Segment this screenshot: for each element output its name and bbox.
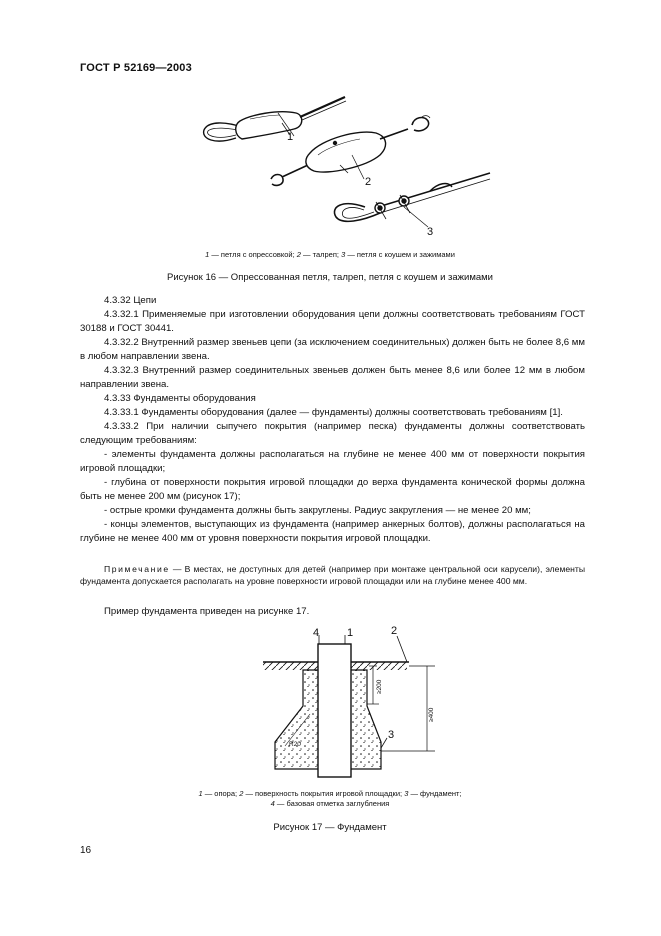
paragraph-4-3-33-2: 4.3.33.2 При наличии сыпучего покрытия (например песка) фундаменты должны соответствовать следующим требованиям: — [80, 421, 585, 446]
note-text: — В местах, не доступных для детей (например при монтаже центральной оси карусели), элементы фундамента допускается располагать на уровне поверхности игровой площадки или на глубине менее 400 мм. — [80, 564, 585, 586]
figure-17-legend-line-1: 1 — опора; 2 — поверхность покрытия игровой площадки; 3 — фундамент; — [198, 789, 462, 798]
section-4-3-32-heading: 4.3.32 Цепи — [104, 295, 157, 306]
requirement-item: - элементы фундамента должны располагаться на глубине не менее 400 мм от поверхности покрытия игровой площадки; — [80, 449, 585, 474]
figure-16-drawing — [190, 95, 520, 245]
section-4-3-33-heading: 4.3.33 Фундаменты оборудования — [104, 393, 256, 404]
dimension-400: ≥400 — [428, 707, 435, 722]
requirement-item: - глубина от поверхности покрытия игровой площадки до верха фундамента конической формы должна быть не менее 200 мм (рисунок 17); — [80, 477, 585, 502]
figure-16-callout-2: 2 — [365, 176, 372, 188]
figure-16-caption: Рисунок 16 — Опрессованная петля, талреп, петля с коушем и зажимами — [166, 272, 493, 283]
dimension-200: ≥200 — [376, 679, 383, 694]
figure-16-callout-3: 3 — [427, 226, 434, 238]
document-header: ГОСТ Р 52169—2003 — [80, 62, 192, 74]
paragraph-4-3-33-1: 4.3.33.1 Фундаменты оборудования (далее — фундаменты) должны соответствовать требованиям [1]. — [104, 407, 563, 418]
paragraph-4-3-32-3: 4.3.32.3 Внутренний размер соединительных звеньев должен быть менее 8,6 или более 12 мм в любом направлении звена. — [80, 365, 585, 390]
example-line: Пример фундамента приведен на рисунке 17. — [104, 606, 310, 617]
figure-17-legend-line-2: 4 — базовая отметка заглубления — [270, 799, 390, 808]
figure-16-callout-1: 1 — [287, 131, 294, 143]
paragraph-4-3-32-1: 4.3.32.1 Применяемые при изготовлении оборудования цепи должны соответствовать требованиям ГОСТ 30188 и ГОСТ 30441. — [80, 309, 585, 334]
radius-label: R20 — [289, 741, 301, 748]
figure-17-callout-3: 3 — [388, 729, 395, 741]
figure-17-callout-2: 2 — [391, 625, 398, 637]
note — [80, 564, 585, 587]
paragraph-4-3-32-2: 4.3.32.2 Внутренний размер звеньев цепи (за исключением соединительных) должен быть не более 8,6 мм в любом направлении звена. — [80, 337, 585, 362]
page-number: 16 — [80, 845, 92, 856]
figure-17-caption: Рисунок 17 — Фундамент — [273, 822, 387, 833]
pressed-loop — [204, 97, 346, 141]
figure-17-drawing — [255, 624, 445, 784]
figure-17-callout-1: 1 — [347, 627, 354, 639]
figure-17-callout-4: 4 — [313, 627, 320, 639]
requirement-item: - концы элементов, выступающих из фундамента (например анкерных болтов), должны располагаться на глубине не менее 400 мм от уровня поверхности покрытия игровой площадки. — [80, 519, 585, 544]
body-text — [80, 294, 585, 546]
requirement-item: - острые кромки фундамента должны быть закруглены. Радиус закругления — не менее 20 мм; — [104, 505, 531, 516]
figure-16-legend: 1 — петля с опрессовкой; 2 — талреп; 3 — петля с коушем и зажимами — [205, 250, 455, 259]
note-label: Примечание — [104, 564, 170, 574]
